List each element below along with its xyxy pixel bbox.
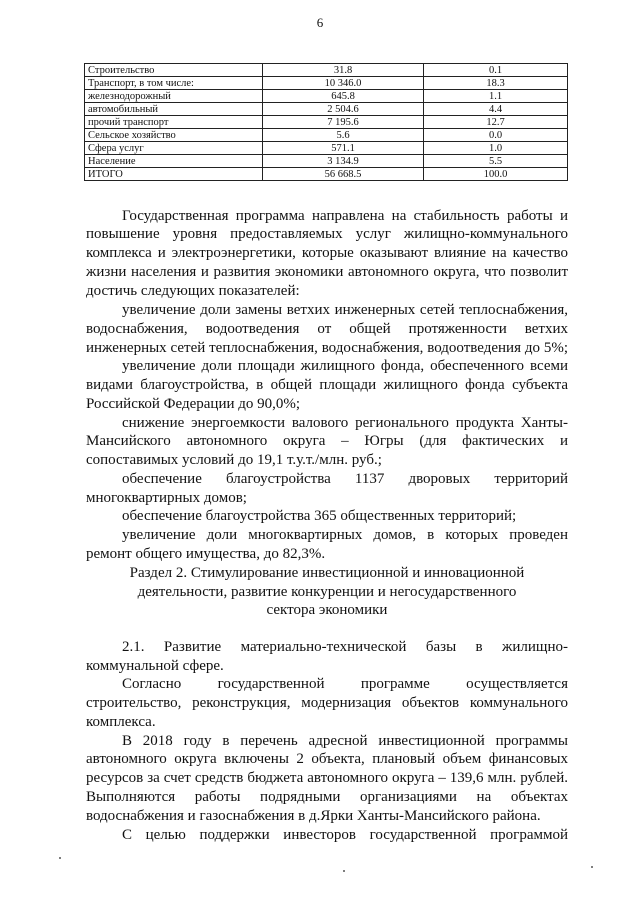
indicator-line: ремонт общего имущества, до 82,3%. (86, 546, 326, 562)
indicator-line: водоснабжения, водоотведения от общей протяженности ветхих (86, 321, 568, 337)
scan-speck (343, 870, 345, 872)
row-value: 10 346.0 (263, 77, 424, 90)
row-label: прочий транспорт (85, 116, 263, 129)
row-value: 571.1 (263, 142, 424, 155)
intro-paragraph-line: повышение уровня предоставляемых услуг жилищно-коммунального (86, 226, 568, 242)
row-percent: 18.3 (424, 77, 568, 90)
row-percent: 100.0 (424, 168, 568, 181)
table-row (85, 142, 568, 155)
scan-speck (59, 857, 61, 859)
row-value: 2 504.6 (263, 103, 424, 116)
subsection-heading-line: коммунальной сфере. (86, 658, 224, 674)
table-row (85, 168, 568, 181)
table-row (85, 103, 568, 116)
table-row (85, 129, 568, 142)
row-percent: 0.1 (424, 64, 568, 77)
body-line: автономного округа включены 2 объекта, плановый объем финансовых (86, 751, 568, 767)
row-value: 31.8 (263, 64, 424, 77)
row-value: 645.8 (263, 90, 424, 103)
row-value: 56 668.5 (263, 168, 424, 181)
section-heading-line: деятельности, развитие конкуренции и негосударственного (137, 584, 517, 600)
intro-paragraph-line: жизни населения и развития экономики автономного округа, что позволит (86, 264, 568, 280)
table-row (85, 90, 568, 103)
section-heading-line: Раздел 2. Стимулирование инвестиционной и инновационной (129, 565, 525, 581)
body-line: С целью поддержки инвесторов государственной программой (122, 827, 568, 843)
row-percent: 5.5 (424, 155, 568, 168)
intro-paragraph-line: достичь следующих показателей: (86, 283, 300, 299)
body-line: ресурсов за счет средств бюджета автономного округа – 139,6 млн. рублей. (86, 770, 568, 786)
row-percent: 4.4 (424, 103, 568, 116)
row-label: железнодорожный (85, 90, 263, 103)
indicator-line: увеличение доли многоквартирных домов, в которых проведен (122, 527, 568, 543)
row-percent: 1.1 (424, 90, 568, 103)
indicator-line: многоквартирных домов; (86, 490, 247, 506)
row-label: ИТОГО (85, 168, 263, 181)
indicator-line: снижение энергоемкости валового регионального продукта Ханты- (122, 415, 568, 431)
row-label: Население (85, 155, 263, 168)
indicator-line: сопоставимых условий до 19,1 т.у.т./млн. руб.; (86, 452, 382, 468)
indicator-line: Мансийского автономного округа – Югры (для фактических и (86, 433, 568, 449)
subsection-heading-line: 2.1. Развитие материально-технической базы в жилищно- (122, 639, 568, 655)
row-label: Сфера услуг (85, 142, 263, 155)
table-row (85, 155, 568, 168)
body-line: Выполняются работы подрядными организациями на объектах (86, 789, 568, 805)
body-line: В 2018 году в перечень адресной инвестиционной программы (122, 733, 568, 749)
indicator-line: обеспечение благоустройства 365 общественных территорий; (122, 508, 517, 524)
indicator-line: Российской Федерации до 90,0%; (86, 396, 301, 412)
energy-consumption-table (84, 63, 568, 181)
indicator-line: увеличение доли замены ветхих инженерных сетей теплоснабжения, (122, 302, 568, 318)
indicator-line: инженерных сетей теплоснабжения, водоснабжения, водоотведения до 5%; (86, 340, 568, 356)
row-label: Строительство (85, 64, 263, 77)
row-label: автомобильный (85, 103, 263, 116)
indicator-line: видами благоустройства, в общей площади жилищного фонда субъекта (86, 377, 568, 393)
section-heading-line: сектора экономики (266, 602, 388, 618)
body-line: комплекса. (86, 714, 156, 730)
row-percent: 1.0 (424, 142, 568, 155)
body-line: строительство, реконструкция, модернизация объектов коммунального (86, 695, 568, 711)
body-line: водоснабжения и газоснабжения в д.Ярки Ханты-Мансийского района. (86, 808, 541, 824)
row-percent: 12.7 (424, 116, 568, 129)
row-value: 3 134.9 (263, 155, 424, 168)
intro-paragraph-line: комплекса и электроэнергетики, которые оказывают влияние на качество (86, 245, 568, 261)
table-row (85, 64, 568, 77)
body-line: Согласно государственной программе осуществляется (122, 676, 568, 692)
scan-speck (591, 866, 593, 868)
row-value: 5.6 (263, 129, 424, 142)
row-label: Транспорт, в том числе: (85, 77, 263, 90)
row-label: Сельское хозяйство (85, 129, 263, 142)
table-row (85, 77, 568, 90)
row-value: 7 195.6 (263, 116, 424, 129)
intro-paragraph-line: Государственная программа направлена на стабильность работы и (122, 208, 568, 224)
indicator-line: обеспечение благоустройства 1137 дворовых территорий (122, 471, 568, 487)
row-percent: 0.0 (424, 129, 568, 142)
table-row (85, 116, 568, 129)
page-number: 6 (316, 15, 324, 30)
indicator-line: увеличение доли площади жилищного фонда, обеспеченного всеми (122, 358, 568, 374)
